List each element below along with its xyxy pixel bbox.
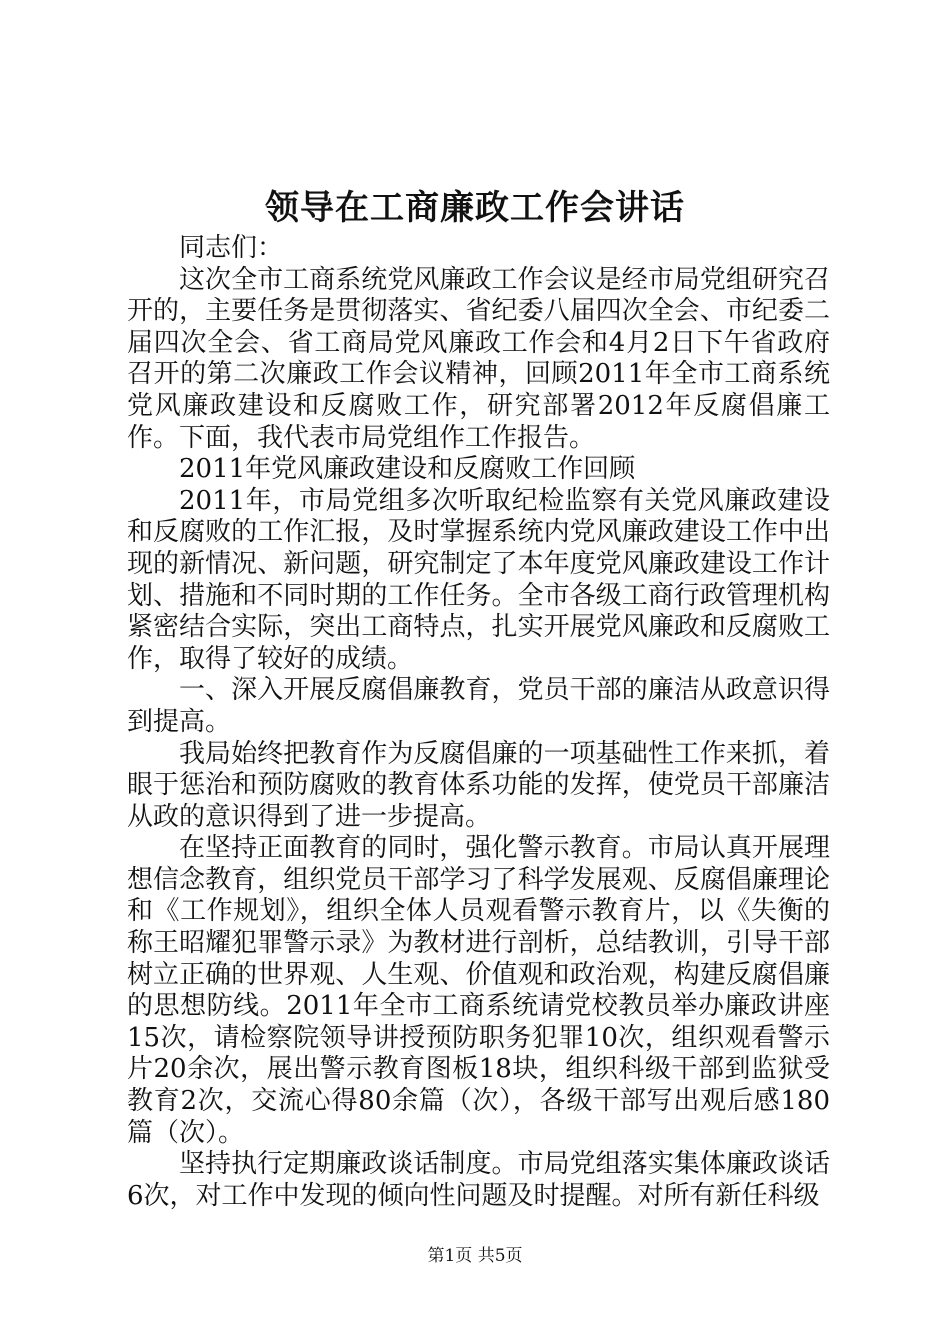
paragraph-greeting: 同志们：: [179, 233, 284, 263]
document-body: [127, 233, 830, 1212]
section-heading-review: 2011年党风廉政建设和反腐败工作回顾: [179, 454, 636, 485]
paragraph-integrity-talks: 坚持执行定期廉政谈话制度。市局党组落实集体廉政谈话6次，对工作中发现的倾向性问题及时提醒。对所有新任科级: [127, 1149, 830, 1211]
paragraph-warning-education: 在坚持正面教育的同时，强化警示教育。市局认真开展理想信念教育，组织党员干部学习了科学发展观、反腐倡廉理论和《工作规划》，组织全体人员观看警示教育片，以《失衡的称王昭耀犯罪警示录》为教材进行剖析，总结教训，引导干部树立正确的世界观、人生观、价值观和政治观，构建反腐倡廉的思想防线。2011年全市工商系统请党校教员举办廉政讲座15次，请检察院领导讲授预防职务犯罪10次，组织观看警示片20余次，展出警示教育图板18块，组织科级干部到监狱受教育2次，交流心得80余篇（次），各级干部写出观后感180篇（次）。: [127, 833, 830, 1148]
page-footer: 第1页 共5页: [427, 1246, 523, 1266]
paragraph-education: 我局始终把教育作为反腐倡廉的一项基础性工作来抓，着眼于惩治和预防腐败的教育体系功能的发挥，使党员干部廉洁从政的意识得到了进一步提高。: [127, 738, 830, 832]
section-heading-education: 一、深入开展反腐倡廉教育，党员干部的廉洁从政意识得到提高。: [127, 675, 830, 737]
paragraph-intro: 这次全市工商系统党风廉政工作会议是经市局党组研究召开的，主要任务是贯彻落实、省纪委八届四次全会、市纪委二届四次全会、省工商局党风廉政工作会和4月2日下午省政府召开的第二次廉政工作会议精神，回顾2011年全市工商系统党风廉政建设和反腐败工作，研究部署2012年反腐倡廉工作。下面，我代表市局党组作工作报告。: [127, 264, 830, 453]
paragraph-review: 2011年，市局党组多次听取纪检监察有关党风廉政建设和反腐败的工作汇报，及时掌握系统内党风廉政建设工作中出现的新情况、新问题，研究制定了本年度党风廉政建设工作计划、措施和不同时期的工作任务。全市各级工商行政管理机构紧密结合实际，突出工商特点，扎实开展党风廉政和反腐败工作，取得了较好的成绩。: [127, 485, 830, 674]
document-title: 领导在工商廉政工作会讲话: [265, 188, 685, 228]
